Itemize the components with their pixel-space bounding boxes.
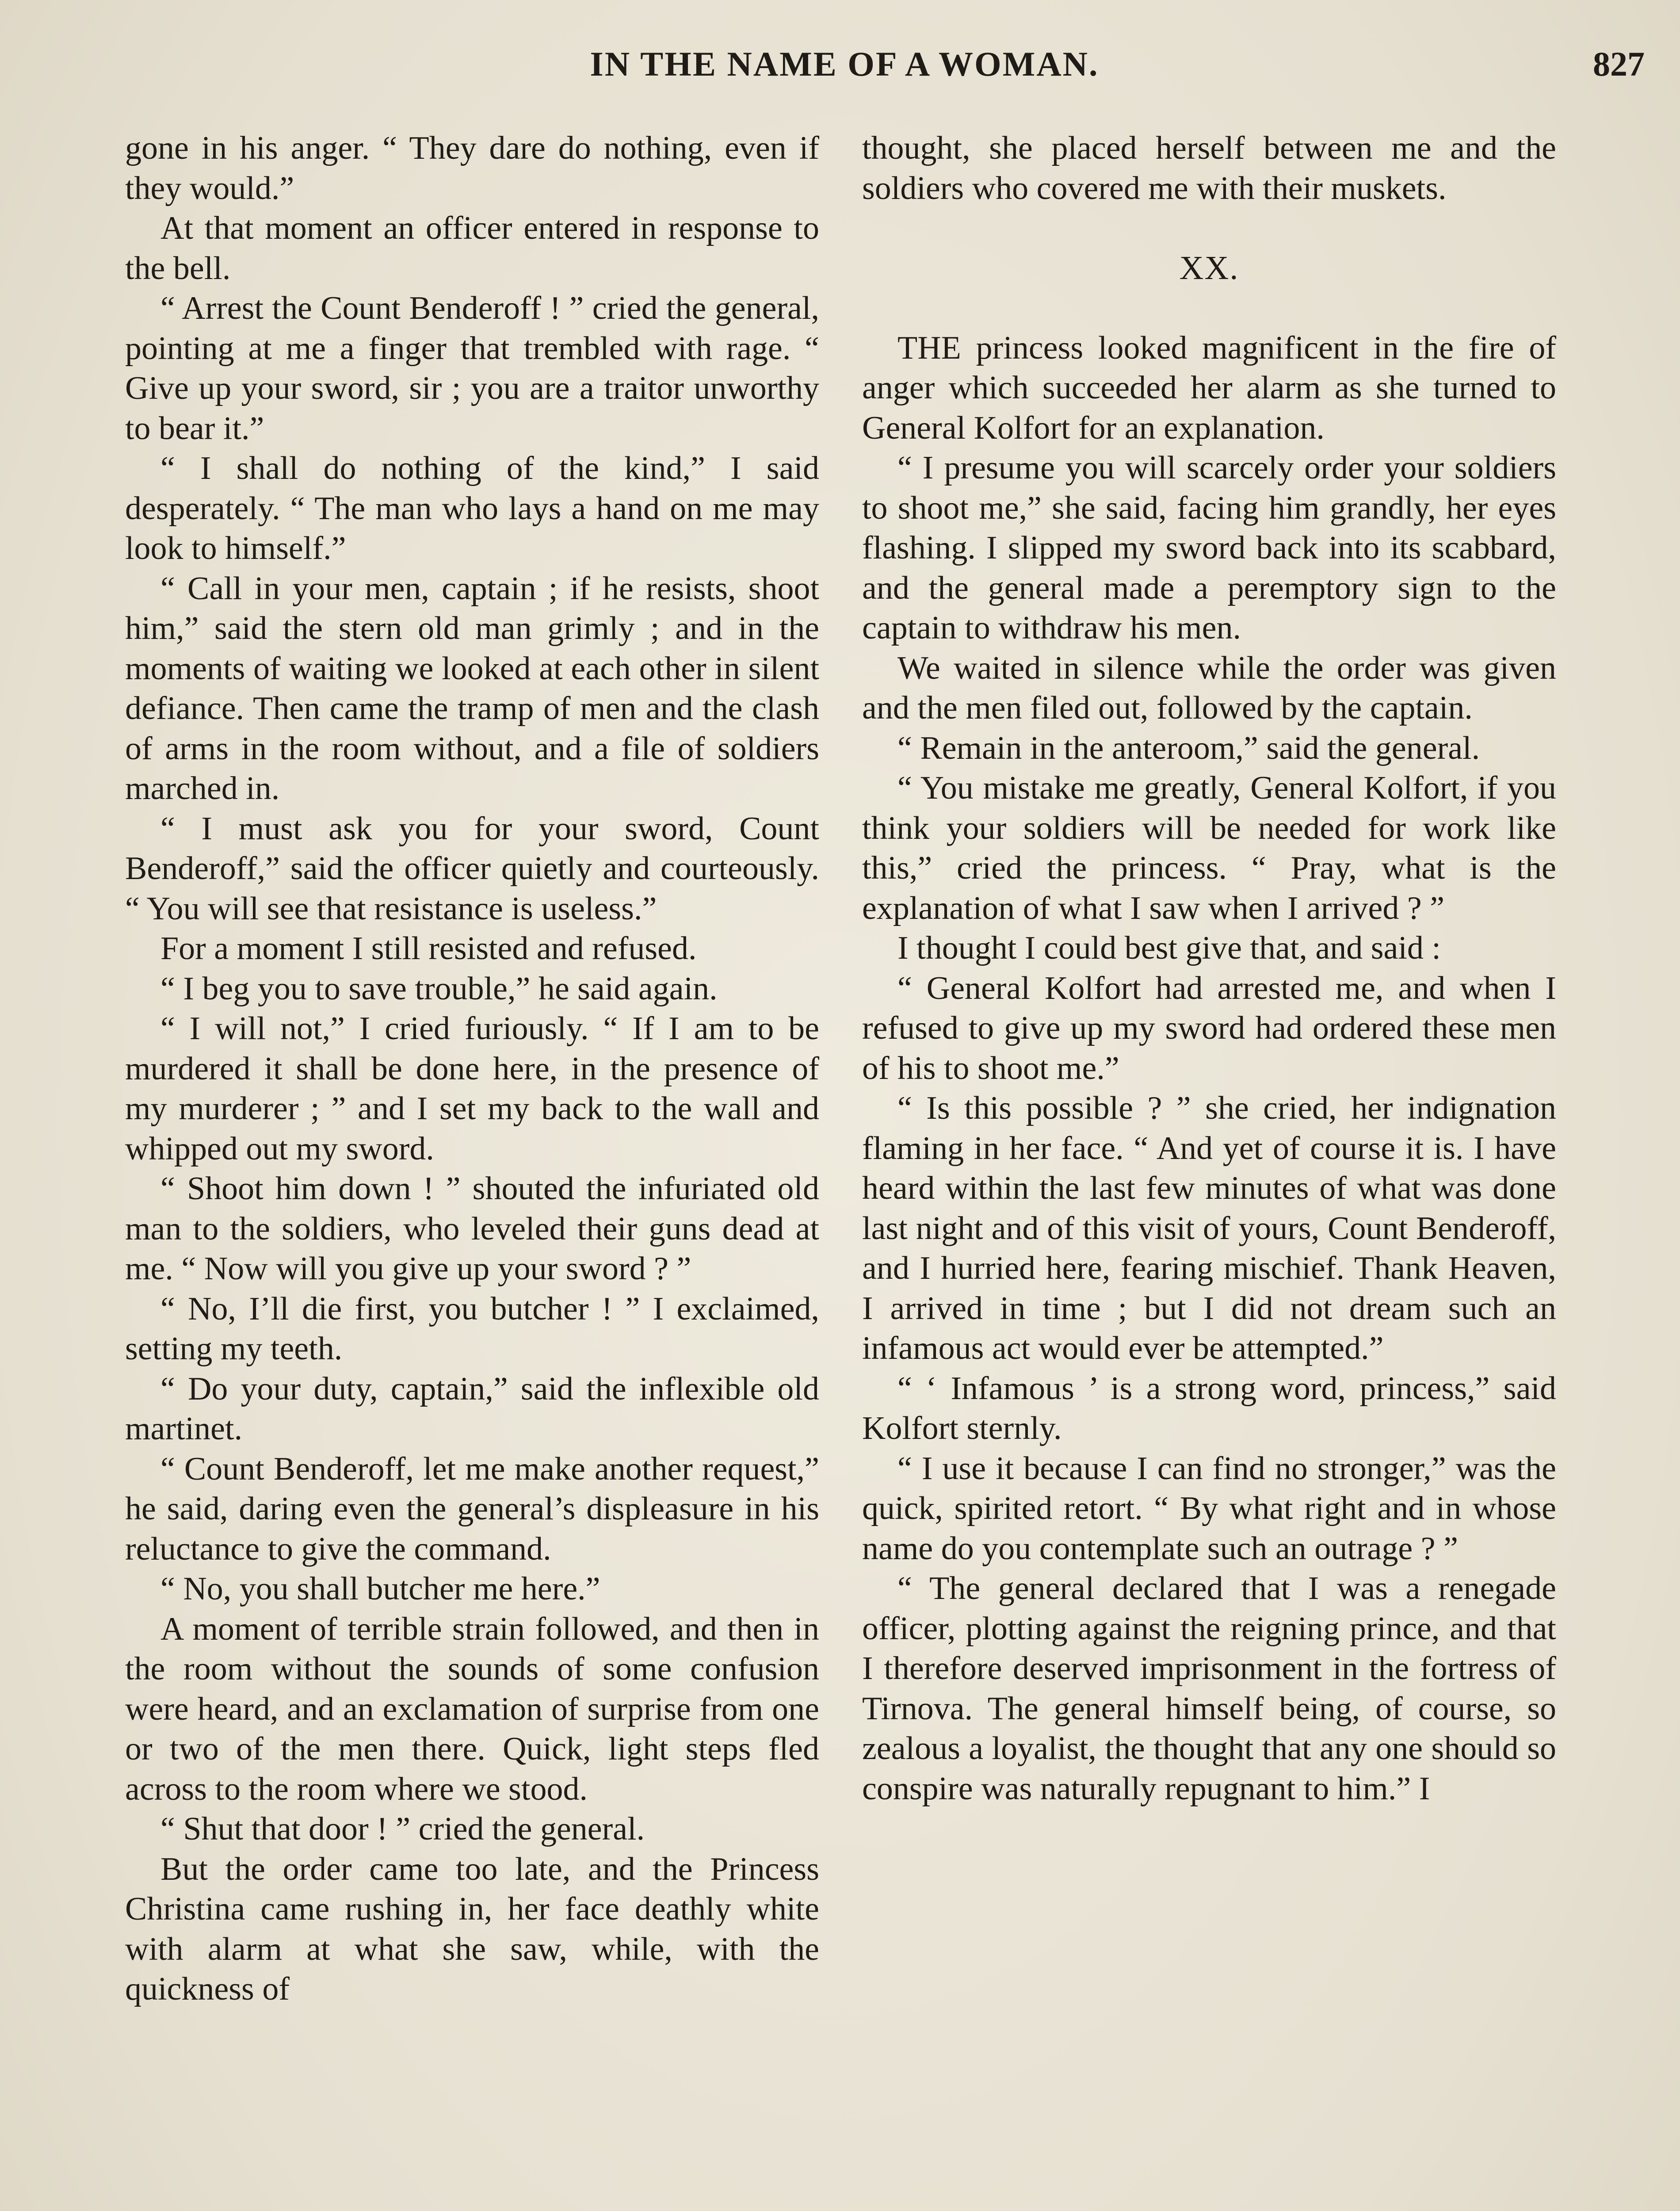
page-number: 827: [1593, 45, 1645, 83]
paragraph: “ ‘ Infamous ’ is a strong word, princess,” said Kolfort sternly.: [862, 1370, 1556, 1446]
paragraph: “ No, I’ll die first, you butcher ! ” I exclaimed, setting my teeth.: [125, 1290, 819, 1367]
paragraph: THE princess looked magnificent in the fire of anger which succeeded her alarm as she turned to General Kolfort for an explanation.: [862, 329, 1556, 446]
paragraph: “ Shut that door ! ” cried the general.: [160, 1811, 645, 1847]
left-column: [125, 128, 819, 2009]
paragraph: “ Count Benderoff, let me make another request,” he said, daring even the general’s displeasure in his reluctance to give the command.: [125, 1450, 819, 1567]
running-title: IN THE NAME OF A WOMAN.: [590, 45, 1099, 83]
paragraph: “ Arrest the Count Benderoff ! ” cried the general, pointing at me a finger that trembled with rage. “ Give up your sword, sir ; you are a traitor unworthy to bear it.”: [125, 290, 819, 447]
paragraph: “ I use it because I can find no stronger,” was the quick, spirited retort. “ By what right and in whose name do you contemplate such an outrage ? ”: [862, 1450, 1556, 1567]
paragraph: “ Remain in the anteroom,” said the general.: [897, 730, 1480, 766]
paragraph: “ I shall do nothing of the kind,” I said desperately. “ The man who lays a hand on me may look to himself.”: [125, 450, 819, 566]
paragraph: “ I must ask you for your sword, Count Benderoff,” said the officer quietly and courteously. “ You will see that resistance is useless.”: [125, 810, 819, 927]
paragraph: “ General Kolfort had arrested me, and when I refused to give up my sword had ordered these men of his to shoot me.”: [862, 970, 1556, 1086]
paragraph: “ I presume you will scarcely order your soldiers to shoot me,” she said, facing him grandly, her eyes flashing. I slipped my sword back into its scabbard, and the general made a peremptory sign to the captain to withdraw his men.: [862, 450, 1556, 646]
paragraph: A moment of terrible strain followed, and then in the room without the sounds of some confusion were heard, and an exclamation of surprise from one or two of the men there. Quick, light steps fled across to the room where we stood.: [125, 1610, 819, 1807]
paragraph: For a moment I still resisted and refused.: [160, 930, 697, 967]
paragraph: We waited in silence while the order was given and the men filed out, followed by the captain.: [862, 650, 1556, 726]
paragraph: “ I will not,” I cried furiously. “ If I am to be murdered it shall be done here, in the presence of my murderer ; ” and I set my back to the wall and whipped out my sword.: [125, 1010, 819, 1167]
paragraph: I thought I could best give that, and said :: [897, 930, 1441, 966]
paragraph: But the order came too late, and the Princess Christina came rushing in, her face deathly white with alarm at what she saw, while, with the quickness of: [125, 1851, 819, 2007]
paragraph: thought, she placed herself between me and the soldiers who covered me with their muskets.: [862, 130, 1556, 207]
paragraph: “ You mistake me greatly, General Kolfort, if you think your soldiers will be needed for work like this,” cried the princess. “ Pray, what is the explanation of what I saw when I arrived ? ”: [862, 770, 1556, 926]
paragraph: “ The general declared that I was a renegade officer, plotting against the reigning prince, and that I therefore deserved imprisonment in the fortress of Tirnova. The general himself being, of course, so zealous a loyalist, the thought that any one should so conspire was naturally repugnant to him.” I: [862, 1570, 1556, 1807]
paragraph: “ Shoot him down ! ” shouted the infuriated old man to the soldiers, who leveled their guns dead at me. “ Now will you give up your sword ? ”: [125, 1171, 819, 1287]
paragraph: At that moment an officer entered in response to the bell.: [125, 210, 819, 287]
paragraph: “ Call in your men, captain ; if he resists, shoot him,” said the stern old man grimly ; and in the moments of waiting we looked at each other in silent defiance. Then came the tramp of men and the clash of arms in the room without, and a file of soldiers marched in.: [125, 570, 819, 807]
paragraph: “ I beg you to save trouble,” he said again.: [160, 970, 718, 1007]
right-column: [862, 128, 1556, 1809]
paragraph: “ Do your duty, captain,” said the inflexible old martinet.: [125, 1370, 819, 1447]
chapter-heading: XX.: [1179, 249, 1239, 287]
paragraph: gone in his anger. “ They dare do nothing, even if they would.”: [125, 130, 819, 207]
paragraph: “ Is this possible ? ” she cried, her indignation flaming in her face. “ And yet of course it is. I have heard within the last few minutes of what was done last night and of this visit of yours, Count Benderoff, and I hurried here, fearing mischief. Thank Heaven, I arrived in time ; but I did not dream such an infamous act would ever be attempted.”: [862, 1090, 1556, 1366]
paragraph: “ No, you shall butcher me here.”: [160, 1571, 600, 1607]
